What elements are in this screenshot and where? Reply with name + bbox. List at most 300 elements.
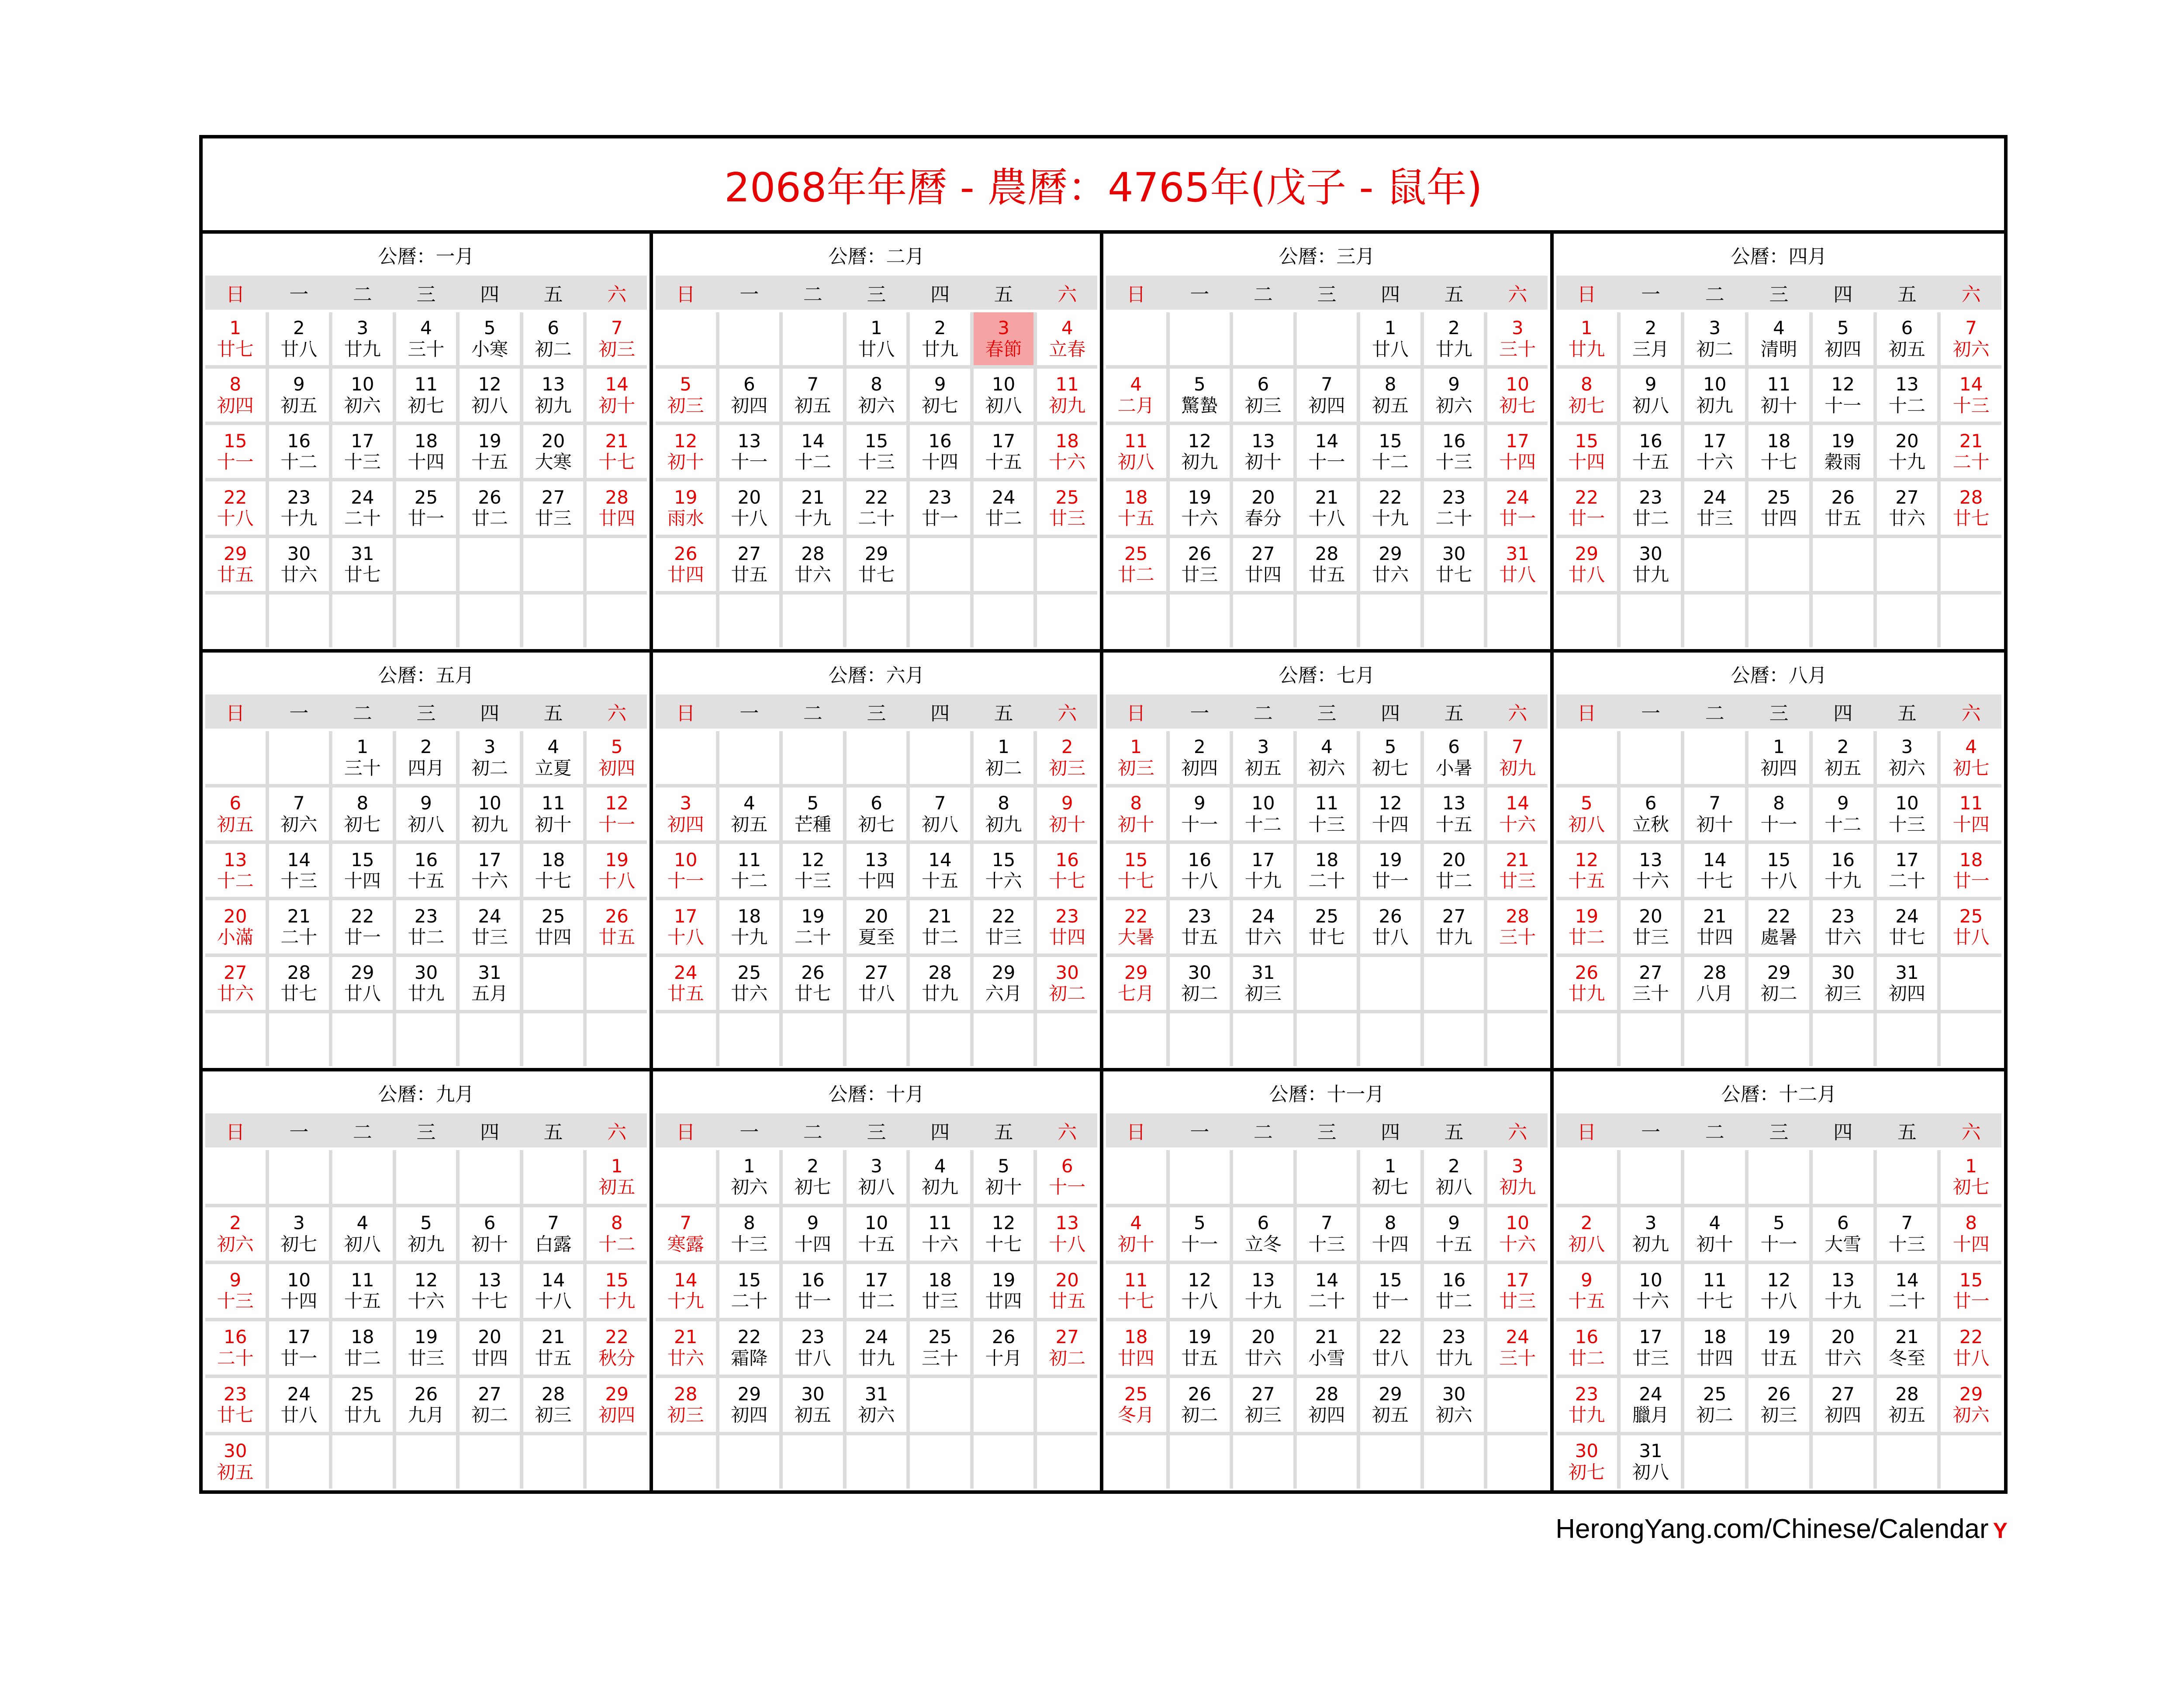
day-cell[interactable] (1170, 425, 1230, 478)
day-cell[interactable] (1621, 369, 1681, 422)
day-cell[interactable] (1297, 1321, 1357, 1375)
day-cell[interactable] (1813, 957, 1873, 1010)
day-cell[interactable] (783, 1264, 843, 1318)
day-cell[interactable] (332, 369, 393, 422)
day-cell[interactable] (269, 312, 329, 365)
day-cell[interactable] (1106, 538, 1166, 591)
footer-link[interactable]: HerongYang.com/Chinese/Calendar (1555, 1514, 1989, 1544)
day-cell[interactable] (1941, 481, 2001, 534)
day-cell[interactable] (205, 1435, 266, 1489)
day-cell[interactable] (332, 481, 393, 534)
day-cell[interactable] (910, 369, 970, 422)
day-cell[interactable] (1556, 900, 1617, 953)
day-cell[interactable] (656, 844, 716, 897)
day-cell[interactable] (1556, 312, 1617, 365)
day-cell[interactable] (1749, 844, 1809, 897)
day-cell[interactable] (1297, 369, 1357, 422)
day-cell[interactable] (1877, 731, 1938, 784)
day-cell[interactable] (1297, 1264, 1357, 1318)
day-cell[interactable] (1621, 1435, 1681, 1489)
day-cell[interactable] (1424, 844, 1484, 897)
day-cell[interactable] (1233, 844, 1293, 897)
day-cell[interactable] (269, 538, 329, 591)
day-cell[interactable] (847, 425, 907, 478)
day-cell[interactable] (1941, 844, 2001, 897)
day-cell[interactable] (1297, 1378, 1357, 1432)
day-cell[interactable] (1556, 425, 1617, 478)
day-cell[interactable] (1941, 1321, 2001, 1375)
day-cell[interactable] (1684, 425, 1745, 478)
day-cell[interactable] (783, 788, 843, 840)
day-cell[interactable] (1297, 538, 1357, 591)
day-cell[interactable] (1360, 538, 1420, 591)
day-cell[interactable] (332, 1378, 393, 1432)
day-cell[interactable] (396, 788, 456, 840)
day-cell[interactable] (1360, 844, 1420, 897)
day-cell[interactable] (910, 1321, 970, 1375)
day-cell[interactable] (847, 1321, 907, 1375)
day-cell[interactable] (1941, 1264, 2001, 1318)
day-cell[interactable] (1424, 900, 1484, 953)
day-cell[interactable] (1424, 788, 1484, 840)
day-cell[interactable] (1424, 1150, 1484, 1204)
day-cell[interactable] (974, 957, 1034, 1010)
day-cell[interactable] (656, 1207, 716, 1261)
day-cell[interactable] (1170, 957, 1230, 1010)
day-cell[interactable] (460, 1321, 520, 1375)
day-cell[interactable] (269, 844, 329, 897)
day-cell[interactable] (910, 957, 970, 1010)
day-cell[interactable] (847, 900, 907, 953)
day-cell[interactable] (587, 1321, 647, 1375)
day-cell[interactable] (1360, 788, 1420, 840)
day-cell[interactable] (656, 788, 716, 840)
day-cell[interactable] (1233, 788, 1293, 840)
day-cell[interactable] (783, 900, 843, 953)
day-cell[interactable] (1621, 1264, 1681, 1318)
day-cell[interactable] (1749, 312, 1809, 365)
day-cell[interactable] (1487, 538, 1548, 591)
day-cell[interactable] (205, 900, 266, 953)
day-cell[interactable] (1877, 1321, 1938, 1375)
day-cell[interactable] (1037, 1321, 1097, 1375)
day-cell[interactable] (587, 312, 647, 365)
day-cell[interactable] (1556, 1435, 1617, 1489)
day-cell[interactable] (1487, 1321, 1548, 1375)
day-cell[interactable] (332, 1264, 393, 1318)
day-cell[interactable] (1037, 312, 1097, 365)
day-cell[interactable] (1556, 538, 1617, 591)
day-cell[interactable] (1749, 481, 1809, 534)
day-cell[interactable] (783, 1321, 843, 1375)
day-cell[interactable] (1360, 900, 1420, 953)
day-cell[interactable] (847, 1207, 907, 1261)
day-cell[interactable] (1621, 844, 1681, 897)
day-cell[interactable] (587, 425, 647, 478)
day-cell[interactable] (1684, 481, 1745, 534)
day-cell[interactable] (523, 900, 584, 953)
day-cell[interactable] (460, 957, 520, 1010)
day-cell[interactable] (1877, 481, 1938, 534)
day-cell[interactable] (783, 1150, 843, 1204)
day-cell[interactable] (1106, 1264, 1166, 1318)
day-cell[interactable] (1749, 1207, 1809, 1261)
day-cell[interactable] (523, 844, 584, 897)
day-cell[interactable] (269, 481, 329, 534)
day-cell[interactable] (910, 481, 970, 534)
day-cell[interactable] (719, 1207, 780, 1261)
day-cell[interactable] (396, 312, 456, 365)
day-cell[interactable] (1556, 1207, 1617, 1261)
day-cell[interactable] (1813, 1264, 1873, 1318)
day-cell[interactable] (1037, 957, 1097, 1010)
day-cell[interactable] (332, 788, 393, 840)
day-cell[interactable] (1297, 731, 1357, 784)
day-cell[interactable] (1106, 369, 1166, 422)
day-cell[interactable] (332, 312, 393, 365)
day-cell[interactable] (1170, 900, 1230, 953)
day-cell[interactable] (847, 312, 907, 365)
day-cell[interactable] (205, 425, 266, 478)
day-cell[interactable] (719, 369, 780, 422)
day-cell[interactable] (587, 369, 647, 422)
day-cell[interactable] (719, 538, 780, 591)
day-cell[interactable] (974, 900, 1034, 953)
day-cell[interactable] (1813, 1378, 1873, 1432)
day-cell[interactable] (1424, 369, 1484, 422)
day-cell[interactable] (1360, 1150, 1420, 1204)
day-cell[interactable] (1037, 1264, 1097, 1318)
day-cell[interactable] (910, 900, 970, 953)
day-cell[interactable] (1037, 481, 1097, 534)
day-cell[interactable] (974, 481, 1034, 534)
day-cell[interactable] (205, 312, 266, 365)
day-cell[interactable] (1037, 844, 1097, 897)
day-cell[interactable] (269, 957, 329, 1010)
day-cell[interactable] (1360, 481, 1420, 534)
day-cell[interactable] (1297, 844, 1357, 897)
day-cell[interactable] (523, 1264, 584, 1318)
day-cell[interactable] (974, 1321, 1034, 1375)
day-cell[interactable] (1941, 731, 2001, 784)
day-cell[interactable] (1170, 731, 1230, 784)
day-cell[interactable] (1170, 1207, 1230, 1261)
day-cell[interactable] (847, 844, 907, 897)
day-cell[interactable] (1487, 788, 1548, 840)
day-cell[interactable] (332, 900, 393, 953)
day-cell[interactable] (1297, 425, 1357, 478)
day-cell[interactable] (1360, 369, 1420, 422)
day-cell[interactable] (1487, 312, 1548, 365)
day-cell[interactable] (1556, 369, 1617, 422)
day-cell[interactable] (587, 1378, 647, 1432)
day-cell[interactable] (269, 1378, 329, 1432)
day-cell[interactable] (1170, 1378, 1230, 1432)
day-cell[interactable] (719, 425, 780, 478)
day-cell[interactable] (847, 369, 907, 422)
day-cell[interactable] (1877, 425, 1938, 478)
day-cell[interactable] (1877, 788, 1938, 840)
day-cell[interactable] (1037, 1207, 1097, 1261)
day-cell[interactable] (1813, 369, 1873, 422)
day-cell[interactable] (847, 1378, 907, 1432)
day-cell[interactable] (974, 1264, 1034, 1318)
day-cell[interactable] (1106, 1207, 1166, 1261)
day-cell[interactable] (1941, 1378, 2001, 1432)
day-cell[interactable] (587, 731, 647, 784)
day-cell[interactable] (1424, 538, 1484, 591)
day-cell[interactable] (910, 425, 970, 478)
day-cell[interactable] (1170, 788, 1230, 840)
day-cell[interactable] (974, 312, 1034, 365)
day-cell[interactable] (205, 481, 266, 534)
day-cell[interactable] (332, 844, 393, 897)
day-cell[interactable] (1106, 844, 1166, 897)
day-cell[interactable] (1037, 1150, 1097, 1204)
day-cell[interactable] (847, 957, 907, 1010)
day-cell[interactable] (1941, 900, 2001, 953)
day-cell[interactable] (1170, 481, 1230, 534)
day-cell[interactable] (1233, 731, 1293, 784)
day-cell[interactable] (719, 844, 780, 897)
day-cell[interactable] (1684, 957, 1745, 1010)
day-cell[interactable] (1424, 312, 1484, 365)
day-cell[interactable] (396, 900, 456, 953)
day-cell[interactable] (1106, 731, 1166, 784)
day-cell[interactable] (656, 957, 716, 1010)
day-cell[interactable] (460, 481, 520, 534)
day-cell[interactable] (396, 957, 456, 1010)
day-cell[interactable] (847, 788, 907, 840)
day-cell[interactable] (205, 1378, 266, 1432)
day-cell[interactable] (1360, 1207, 1420, 1261)
day-cell[interactable] (1360, 312, 1420, 365)
day-cell[interactable] (587, 1150, 647, 1204)
day-cell[interactable] (587, 900, 647, 953)
day-cell[interactable] (1424, 1378, 1484, 1432)
day-cell[interactable] (1233, 1207, 1293, 1261)
day-cell[interactable] (656, 1321, 716, 1375)
day-cell[interactable] (1941, 312, 2001, 365)
day-cell[interactable] (1749, 957, 1809, 1010)
day-cell[interactable] (460, 788, 520, 840)
day-cell[interactable] (656, 1264, 716, 1318)
day-cell[interactable] (1556, 957, 1617, 1010)
day-cell[interactable] (1360, 1378, 1420, 1432)
day-cell[interactable] (1487, 369, 1548, 422)
day-cell[interactable] (1941, 425, 2001, 478)
day-cell[interactable] (1233, 369, 1293, 422)
day-cell[interactable] (1170, 844, 1230, 897)
day-cell[interactable] (1424, 731, 1484, 784)
day-cell[interactable] (847, 1150, 907, 1204)
day-cell[interactable] (1877, 957, 1938, 1010)
day-cell[interactable] (460, 425, 520, 478)
day-cell[interactable] (1556, 844, 1617, 897)
day-cell[interactable] (783, 538, 843, 591)
day-cell[interactable] (783, 1378, 843, 1432)
day-cell[interactable] (1106, 1321, 1166, 1375)
day-cell[interactable] (719, 900, 780, 953)
day-cell[interactable] (1297, 900, 1357, 953)
day-cell[interactable] (1106, 957, 1166, 1010)
day-cell[interactable] (460, 731, 520, 784)
day-cell[interactable] (205, 844, 266, 897)
day-cell[interactable] (587, 1207, 647, 1261)
day-cell[interactable] (1233, 538, 1293, 591)
day-cell[interactable] (396, 1321, 456, 1375)
day-cell[interactable] (1487, 844, 1548, 897)
day-cell[interactable] (205, 369, 266, 422)
day-cell[interactable] (847, 481, 907, 534)
day-cell[interactable] (1813, 844, 1873, 897)
day-cell[interactable] (460, 312, 520, 365)
day-cell[interactable] (719, 788, 780, 840)
day-cell[interactable] (1684, 900, 1745, 953)
day-cell[interactable] (1233, 481, 1293, 534)
day-cell[interactable] (1424, 1264, 1484, 1318)
day-cell[interactable] (205, 1207, 266, 1261)
day-cell[interactable] (1621, 1207, 1681, 1261)
day-cell[interactable] (1233, 957, 1293, 1010)
day-cell[interactable] (1684, 1321, 1745, 1375)
day-cell[interactable] (1556, 481, 1617, 534)
day-cell[interactable] (1877, 1264, 1938, 1318)
day-cell[interactable] (1749, 425, 1809, 478)
day-cell[interactable] (1487, 1150, 1548, 1204)
day-cell[interactable] (1487, 1264, 1548, 1318)
day-cell[interactable] (1556, 1321, 1617, 1375)
day-cell[interactable] (1813, 1207, 1873, 1261)
day-cell[interactable] (1424, 1321, 1484, 1375)
day-cell[interactable] (1106, 425, 1166, 478)
day-cell[interactable] (719, 1264, 780, 1318)
day-cell[interactable] (974, 425, 1034, 478)
day-cell[interactable] (1749, 731, 1809, 784)
day-cell[interactable] (205, 538, 266, 591)
day-cell[interactable] (1037, 900, 1097, 953)
day-cell[interactable] (1621, 788, 1681, 840)
day-cell[interactable] (1233, 1321, 1293, 1375)
day-cell[interactable] (656, 369, 716, 422)
day-cell[interactable] (1037, 788, 1097, 840)
day-cell[interactable] (910, 1264, 970, 1318)
day-cell[interactable] (910, 788, 970, 840)
day-cell[interactable] (1813, 731, 1873, 784)
day-cell[interactable] (396, 1207, 456, 1261)
day-cell[interactable] (396, 481, 456, 534)
day-cell[interactable] (396, 731, 456, 784)
day-cell[interactable] (1621, 957, 1681, 1010)
day-cell[interactable] (332, 731, 393, 784)
day-cell[interactable] (460, 369, 520, 422)
day-cell[interactable] (269, 425, 329, 478)
day-cell[interactable] (332, 1207, 393, 1261)
day-cell[interactable] (1684, 312, 1745, 365)
day-cell[interactable] (783, 481, 843, 534)
day-cell[interactable] (269, 1321, 329, 1375)
day-cell[interactable] (396, 425, 456, 478)
day-cell[interactable] (1877, 369, 1938, 422)
day-cell[interactable] (1941, 1150, 2001, 1204)
day-cell[interactable] (1877, 900, 1938, 953)
day-cell[interactable] (1487, 731, 1548, 784)
day-cell[interactable] (1487, 900, 1548, 953)
day-cell[interactable] (332, 538, 393, 591)
day-cell[interactable] (332, 425, 393, 478)
day-cell[interactable] (460, 1264, 520, 1318)
day-cell[interactable] (460, 900, 520, 953)
day-cell[interactable] (847, 1264, 907, 1318)
day-cell[interactable] (523, 312, 584, 365)
day-cell[interactable] (1621, 538, 1681, 591)
day-cell[interactable] (974, 1150, 1034, 1204)
day-cell[interactable] (1621, 481, 1681, 534)
day-cell[interactable] (1106, 481, 1166, 534)
day-cell[interactable] (1233, 1378, 1293, 1432)
day-cell[interactable] (460, 844, 520, 897)
day-cell[interactable] (523, 1207, 584, 1261)
day-cell[interactable] (974, 731, 1034, 784)
day-cell[interactable] (1487, 481, 1548, 534)
day-cell[interactable] (269, 1264, 329, 1318)
day-cell[interactable] (1813, 312, 1873, 365)
day-cell[interactable] (656, 425, 716, 478)
day-cell[interactable] (1037, 369, 1097, 422)
day-cell[interactable] (269, 788, 329, 840)
day-cell[interactable] (396, 1264, 456, 1318)
day-cell[interactable] (974, 844, 1034, 897)
day-cell[interactable] (1037, 425, 1097, 478)
day-cell[interactable] (1360, 1321, 1420, 1375)
day-cell[interactable] (719, 957, 780, 1010)
day-cell[interactable] (1106, 1378, 1166, 1432)
day-cell[interactable] (1749, 1264, 1809, 1318)
day-cell[interactable] (587, 481, 647, 534)
day-cell[interactable] (205, 957, 266, 1010)
day-cell[interactable] (1556, 1264, 1617, 1318)
day-cell[interactable] (1749, 369, 1809, 422)
day-cell[interactable] (396, 369, 456, 422)
day-cell[interactable] (910, 1150, 970, 1204)
day-cell[interactable] (783, 1207, 843, 1261)
day-cell[interactable] (974, 1207, 1034, 1261)
day-cell[interactable] (1941, 1207, 2001, 1261)
day-cell[interactable] (1684, 1264, 1745, 1318)
day-cell[interactable] (1297, 481, 1357, 534)
day-cell[interactable] (1170, 369, 1230, 422)
day-cell[interactable] (1621, 1378, 1681, 1432)
day-cell[interactable] (1877, 312, 1938, 365)
day-cell[interactable] (656, 900, 716, 953)
day-cell[interactable] (1877, 1378, 1938, 1432)
day-cell[interactable] (1170, 1321, 1230, 1375)
day-cell[interactable] (205, 788, 266, 840)
day-cell[interactable] (205, 1321, 266, 1375)
day-cell[interactable] (1684, 369, 1745, 422)
day-cell[interactable] (1233, 1264, 1293, 1318)
day-cell[interactable] (656, 481, 716, 534)
day-cell[interactable] (1037, 731, 1097, 784)
day-cell[interactable] (1556, 788, 1617, 840)
day-cell[interactable] (719, 1150, 780, 1204)
day-cell[interactable] (1233, 425, 1293, 478)
day-cell[interactable] (332, 1321, 393, 1375)
day-cell[interactable] (269, 1207, 329, 1261)
day-cell[interactable] (1749, 900, 1809, 953)
day-cell[interactable] (523, 788, 584, 840)
day-cell[interactable] (332, 957, 393, 1010)
